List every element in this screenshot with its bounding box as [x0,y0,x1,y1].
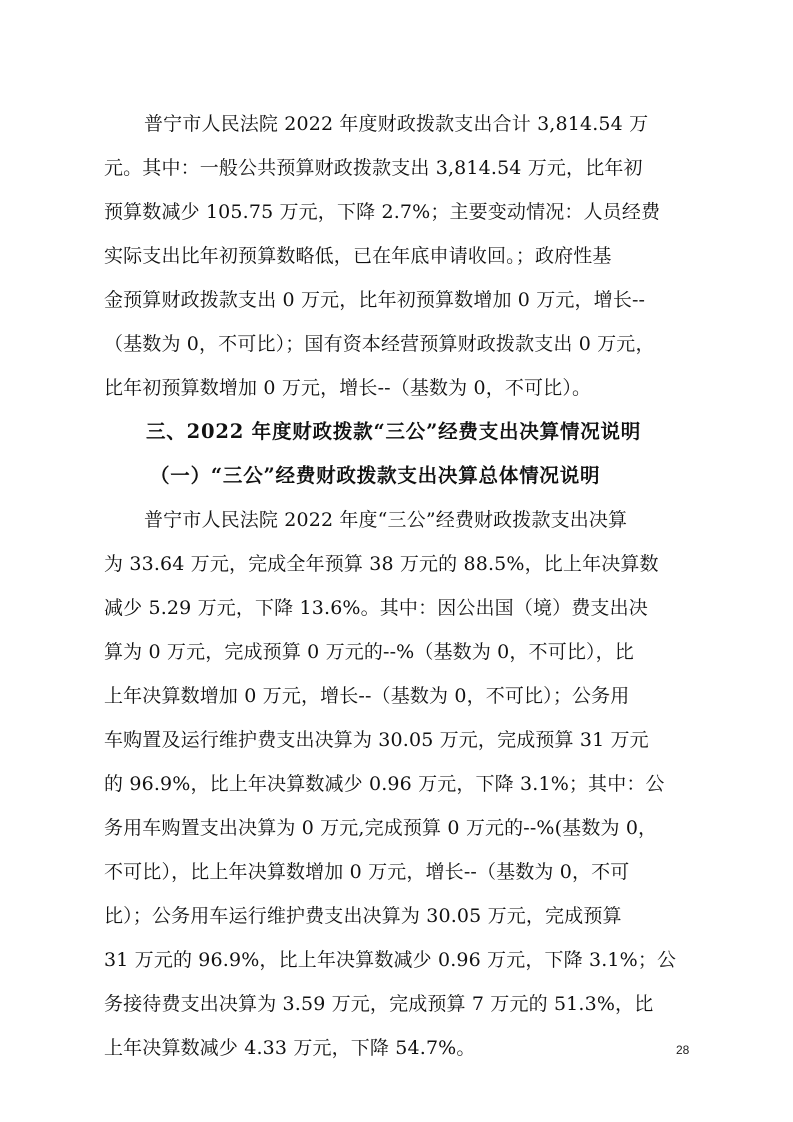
paragraph-line: 车购置及运行维护费支出决算为 30.05 万元，完成预算 31 万元 [104,729,649,751]
paragraph-line: 上年决算数减少 4.33 万元，下降 54.7%。 [104,1037,476,1059]
paragraph-line: 普宁市人民法院 2022 年度财政拨款支出合计 3,814.54 万 [144,113,649,135]
paragraph-line: 务接待费支出决算为 3.59 万元，完成预算 7 万元的 51.3%，比 [104,993,654,1015]
paragraph-line: 元。其中：一般公共预算财政拨款支出 3,814.54 万元，比年初 [104,157,643,179]
paragraph-three-public-expenses [104,498,689,1070]
paragraph-line: 实际支出比年初预算数略低，已在年底申请收回。；政府性基 [104,245,612,267]
page-number: 28 [676,1043,690,1057]
paragraph-line: 比）；公务用车运行维护费支出决算为 30.05 万元，完成预算 [104,905,622,927]
paragraph-line: 不可比），比上年决算数增加 0 万元，增长--（基数为 0，不可 [104,861,630,883]
paragraph-fiscal-expenditure [104,102,689,410]
subsection-heading: （一）“三公”经费财政拨款支出决算总体情况说明 [150,464,601,487]
paragraph-line: 的 96.9%，比上年决算数减少 0.96 万元，下降 3.1%；其中：公 [104,773,665,795]
paragraph-line: 比年初预算数增加 0 万元，增长--（基数为 0，不可比）。 [104,377,592,399]
paragraph-line: 普宁市人民法院 2022 年度“三公”经费财政拨款支出决算 [144,509,628,531]
paragraph-line: 务用车购置支出决算为 0 万元,完成预算 0 万元的--%(基数为 0， [104,817,658,839]
paragraph-line: 上年决算数增加 0 万元，增长--（基数为 0，不可比）；公务用 [104,685,630,707]
page-body [104,102,689,1070]
paragraph-line: （基数为 0，不可比）；国有资本经营预算财政拨款支出 0 万元， [104,333,655,355]
paragraph-line: 31 万元的 96.9%，比上年决算数减少 0.96 万元，下降 3.1%；公 [104,949,677,971]
paragraph-line: 金预算财政拨款支出 0 万元，比年初预算数增加 0 万元，增长-- [104,289,646,311]
paragraph-line: 算为 0 万元，完成预算 0 万元的--%（基数为 0，不可比），比 [104,641,634,663]
paragraph-line: 为 33.64 万元，完成全年预算 38 万元的 88.5%，比上年决算数 [104,553,659,575]
section-heading: 三、2022 年度财政拨款“三公”经费支出决算情况说明 [146,420,642,443]
paragraph-line: 减少 5.29 万元，下降 13.6%。其中：因公出国（境）费支出决 [104,597,648,619]
paragraph-line: 预算数减少 105.75 万元，下降 2.7%；主要变动情况：人员经费 [104,201,661,223]
